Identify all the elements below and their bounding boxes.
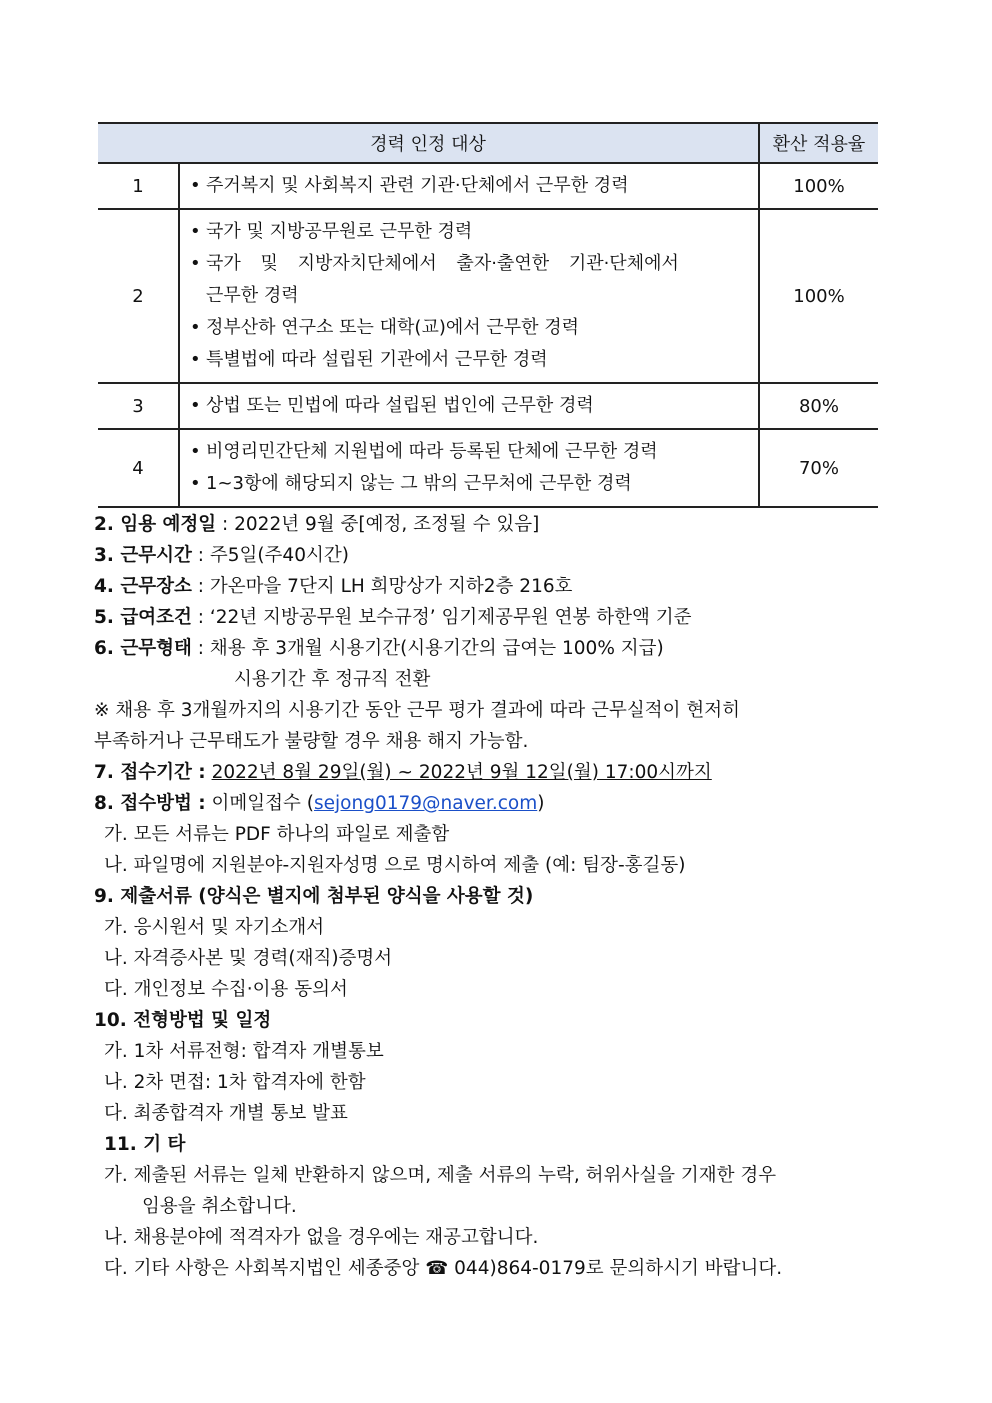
conversion-rate: 100%: [759, 163, 878, 209]
list-item: • 정부산하 연구소 또는 대학(교)에서 근무한 경력: [190, 317, 580, 338]
list-item-continued: 임용을 취소합니다.: [142, 1196, 297, 1217]
list-item: 가. 응시원서 및 자기소개서: [104, 917, 325, 938]
list-item: • 상법 또는 민법에 따라 설립된 법인에 근무한 경력: [190, 395, 594, 416]
section-other: 11. 기 타: [104, 1134, 186, 1155]
header-career-target: 경력 인정 대상: [98, 123, 759, 163]
list-item: 나. 2차 면접: 1차 합격자에 한함: [104, 1072, 366, 1093]
list-item: • 국가 및 지방자치단체에서 출자·출연한 기관·단체에서: [190, 253, 679, 274]
row-number: 4: [98, 429, 179, 507]
career-recognition-table: [98, 122, 878, 508]
table-header-row: [98, 123, 878, 163]
section-work-type: 6. 근무형태 : 채용 후 3개월 시용기간(시용기간의 급여는 100% 지급): [94, 638, 664, 659]
table-row: [98, 429, 878, 507]
table-row: [98, 209, 878, 383]
section-documents: 9. 제출서류 (양식은 별지에 첨부된 양식을 사용할 것): [94, 886, 534, 907]
list-item: • 국가 및 지방공무원로 근무한 경력: [190, 221, 473, 242]
section-selection-process: 10. 전형방법 및 일정: [94, 1010, 272, 1031]
section-appointment-date: 2. 임용 예정일 : 2022년 9월 중[예정, 조정될 수 있음]: [94, 514, 540, 535]
conversion-rate: 100%: [759, 209, 878, 383]
list-item: 다. 개인정보 수집·이용 동의서: [104, 979, 348, 1000]
list-item: • 비영리민간단체 지원법에 따라 등록된 단체에 근무한 경력: [190, 441, 658, 462]
header-conversion-rate: 환산 적용율: [759, 123, 878, 163]
section-work-type-continued: 시용기간 후 정규직 전환: [234, 669, 431, 690]
list-item: 나. 파일명에 지원분야-지원자성명 으로 명시하여 제출 (예: 팀장-홍길동): [104, 855, 686, 876]
section-work-hours: 3. 근무시간 : 주5일(주40시간): [94, 545, 349, 566]
row-number: 1: [98, 163, 179, 209]
list-item-continued: 근무한 경력: [206, 285, 299, 306]
list-item: 가. 모든 서류는 PDF 하나의 파일로 제출함: [104, 824, 450, 845]
section-work-location: 4. 근무장소 : 가온마을 7단지 LH 희망상가 지하2층 216호: [94, 576, 573, 597]
announcement-body: [94, 509, 914, 1284]
list-item: • 주거복지 및 사회복지 관련 기관·단체에서 근무한 경력: [190, 175, 629, 196]
conversion-rate: 70%: [759, 429, 878, 507]
section-application-period: 7. 접수기간 : 2022년 8월 29일(월) ~ 2022년 9월 12일(월) 17:00시까지: [94, 762, 712, 783]
conversion-rate: 80%: [759, 383, 878, 429]
list-item: 가. 1차 서류전형: 합격자 개별통보: [104, 1041, 384, 1062]
table-row: [98, 163, 878, 209]
list-item: 나. 자격증사본 및 경력(재직)증명서: [104, 948, 393, 969]
list-item: • 1~3항에 해당되지 않는 그 밖의 근무처에 근무한 경력: [190, 473, 632, 494]
phone-icon: ☎: [425, 1258, 449, 1279]
row-number: 2: [98, 209, 179, 383]
email-link[interactable]: sejong0179@naver.com: [314, 793, 538, 814]
application-period-value: 2022년 8월 29일(월) ~ 2022년 9월 12일(월) 17:00시까지: [211, 762, 712, 783]
row-number: 3: [98, 383, 179, 429]
list-item: 다. 기타 사항은 사회복지법인 세종중앙 ☎ 044)864-0179로 문의하시기 바랍니다.: [104, 1258, 783, 1279]
list-item: 다. 최종합격자 개별 통보 발표: [104, 1103, 348, 1124]
table-row: [98, 383, 878, 429]
list-item: 가. 제출된 서류는 일체 반환하지 않으며, 제출 서류의 누락, 허위사실을 기재한 경우: [104, 1165, 777, 1186]
list-item: • 특별법에 따라 설립된 기관에서 근무한 경력: [190, 349, 548, 370]
note-line: 부족하거나 근무태도가 불량할 경우 채용 해지 가능함.: [94, 731, 529, 752]
section-salary: 5. 급여조건 : ‘22년 지방공무원 보수규정’ 임기제공무원 연봉 하한액 기준: [94, 607, 692, 628]
section-application-method: 8. 접수방법 : 이메일접수 (sejong0179@naver.com): [94, 793, 545, 814]
list-item: 나. 채용분야에 적격자가 없을 경우에는 재공고합니다.: [104, 1227, 539, 1248]
note-line: ※ 채용 후 3개월까지의 시용기간 동안 근무 평가 결과에 따라 근무실적이 현저히: [94, 700, 740, 721]
